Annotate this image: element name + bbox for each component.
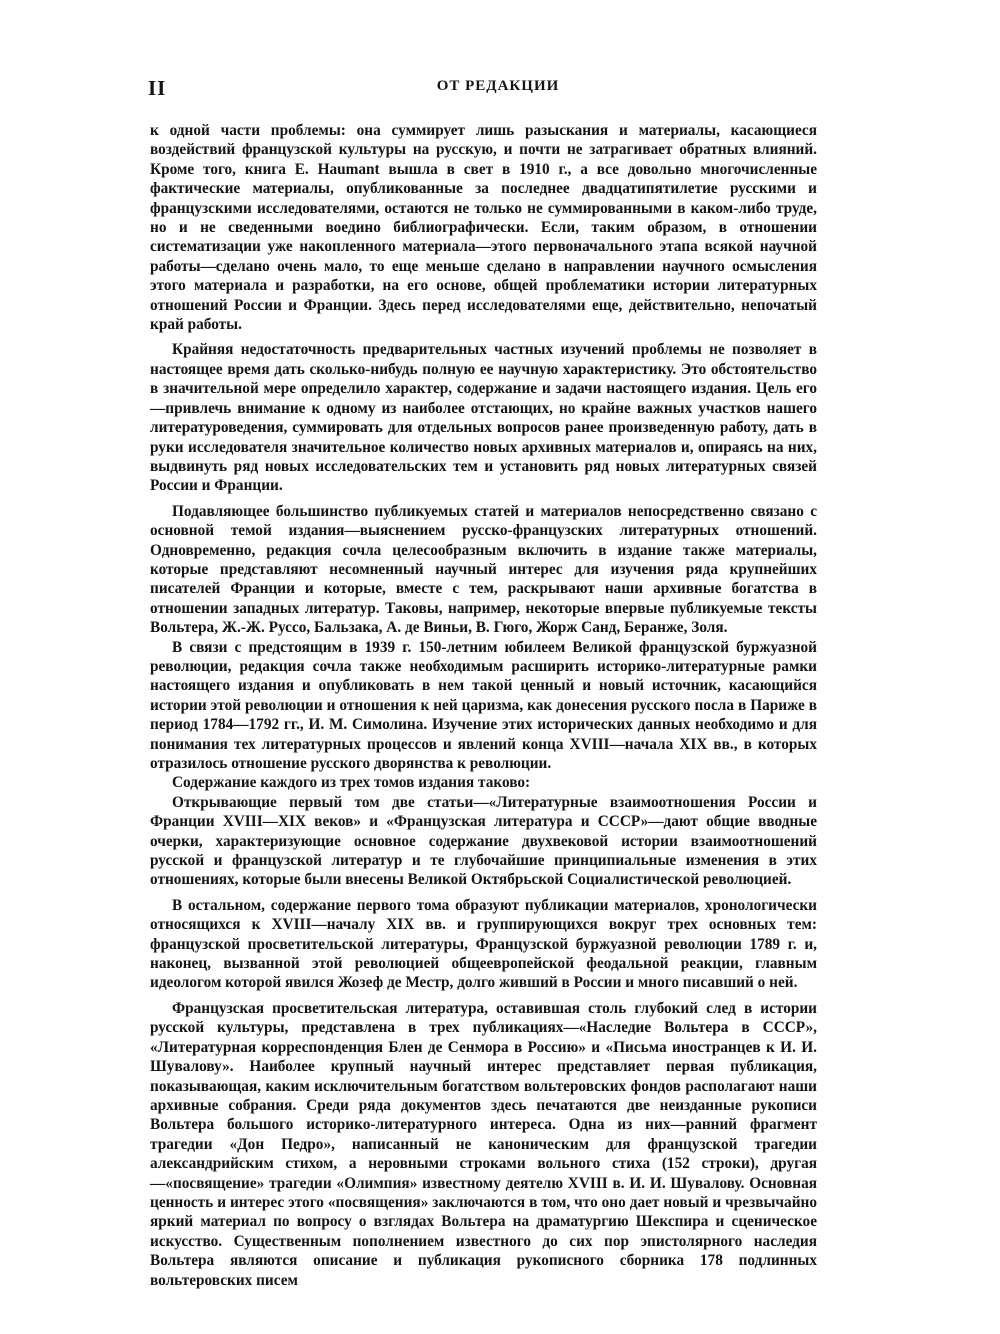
paragraph-2: Крайняя недостаточность предварительных частных изучений проблемы не позволяет в настоящее время дать сколько-нибудь полную ее научную характеристику. Это обстоятельство в значительной мере определило характер, содержание и задачи настоящего издания. Цель его—привлечь внимание к одному из наиболее отстающих, но крайне важных участков нашего литературоведения, суммировать для отдельных вопросов ранее произведенную работу, дать в руки исследователя значительное количество новых архивных материалов и, опираясь на них, выдвинуть ряд новых исследовательских тем и установить ряд новых литературных связей России и Франции.: [150, 341, 817, 495]
paragraph-8: Французская просветительская литература, оставившая столь глубокий след в истории русской культуры, представлена в трех публикациях—«Наследие Вольтера в СССР», «Литературная корреспонденция Блен де Сенмора в Россию» и «Письма иностранцев к И. И. Шувалову». Наиболее крупный научный интерес представляет первая публикация, показывающая, каким исключительным богатством вольтеровских фондов располагают наши архивные собрания. Среди ряда документов здесь печатаются две неизданные рукописи Вольтера большого историко-литературного интереса. Одна из них—ранний фрагмент трагедии «Дон Педро», написанный не каноническим для французской трагедии александрийским стихом, а неровными строками вольного стиха (152 строки), другая—«посвящение» трагедии «Олимпия» известному деятелю XVIII в. И. И. Шувалову. Основная ценность и интерес этого «посвящения» заключаются в том, что оно дает новый и чрезвычайно яркий материал по вопросу о взглядах Вольтера на драматургию Шекспира и сценическое искусство. Существенным пополнением известного до сих пор эпистолярного наследия Вольтера являются описание и публикация рукописного сборника 178 подлинных вольтеровских писем: [150, 999, 817, 1289]
paragraph-7: В остальном, содержание первого тома образуют публикации материалов, хронологически относящихся к XVIII—началу XIX вв. и группирующихся вокруг трех основных тем: французской просветительской литературы, Французской буржуазной революции 1789 г. и, наконец, вызванной этой революцией общеевропейской феодальной реакции, главным идеологом которой явился Жозеф де Местр, долго живший в России и много писавший о ней.: [150, 896, 817, 992]
paragraph-6: Открывающие первый том две статьи—«Литературные взаимоотношения России и Франции XVIII—XIX веков» и «Французская литература и СССР»—дают общие вводные очерки, характеризующие основное содержание двухвековой истории взаимоотношений русской и французской литератур и те глубочайшие принципиальные изменения в этих отношениях, которые были внесены Великой Октябрьской Социалистической революцией.: [150, 793, 817, 889]
running-title: ОТ РЕДАКЦИИ: [436, 78, 560, 94]
page-header: [148, 76, 848, 100]
paragraph-4: В связи с предстоящим в 1939 г. 150-летним юбилеем Великой французской буржуазной революции, редакция сочла также необходимым расширить историко-литературные рамки настоящего издания и опубликовать в нем такой ценный и новый источник, касающийся истории этой революции и отношения к ней царизма, как донесения русского посла в Париже в период 1784—1792 гг., И. М. Симолина. Изучение этих исторических данных необходимо и для понимания тех литературных процессов и явлений конца XVIII—начала XIX вв., в которых отразилось отношение русского дворянства к революции.: [150, 638, 817, 772]
page-number: II: [148, 76, 167, 100]
body-text: [150, 121, 817, 1290]
paragraph-3: Подавляющее большинство публикуемых статей и материалов непосредственно связано с основной темой издания—выяснением русско-французских литературных отношений. Одновременно, редакция сочла целесообразным включить в издание также материалы, которые представляют несомненный научный интерес для изучения ряда крупнейших писателей Франции и которые, вместе с тем, раскрывают наши архивные богатства в отношении западных литератур. Таковы, например, некоторые впервые публикуемые тексты Вольтера, Ж.-Ж. Руссо, Бальзака, А. де Виньи, В. Гюго, Жорж Санд, Беранже, Золя.: [150, 502, 817, 637]
paragraph-1: к одной части проблемы: она суммирует лишь разыскания и материалы, касающиеся воздействий французской культуры на русскую, и почти не затрагивает обратных влияний. Кроме того, книга Е. Haumant вышла в свет в 1910 г., а все довольно многочисленные фактические материалы, опубликованные за последнее двадцатипятилетие русскими и французскими исследователями, остаются не только не суммированными в каком-либо труде, но и не сведенными воедино библиографически. Если, таким образом, в отношении систематизации уже накопленного материала—этого первоначального этапа всякой научной работы—сделано очень мало, то еще меньше сделано в направлении научного осмысления этого материала и разработки, на его основе, общей проблематики истории литературных отношений России и Франции. Здесь перед исследователями еще, действительно, непочатый край работы.: [150, 122, 817, 334]
paragraph-5: Содержание каждого из трех томов издания таково:: [172, 774, 531, 792]
